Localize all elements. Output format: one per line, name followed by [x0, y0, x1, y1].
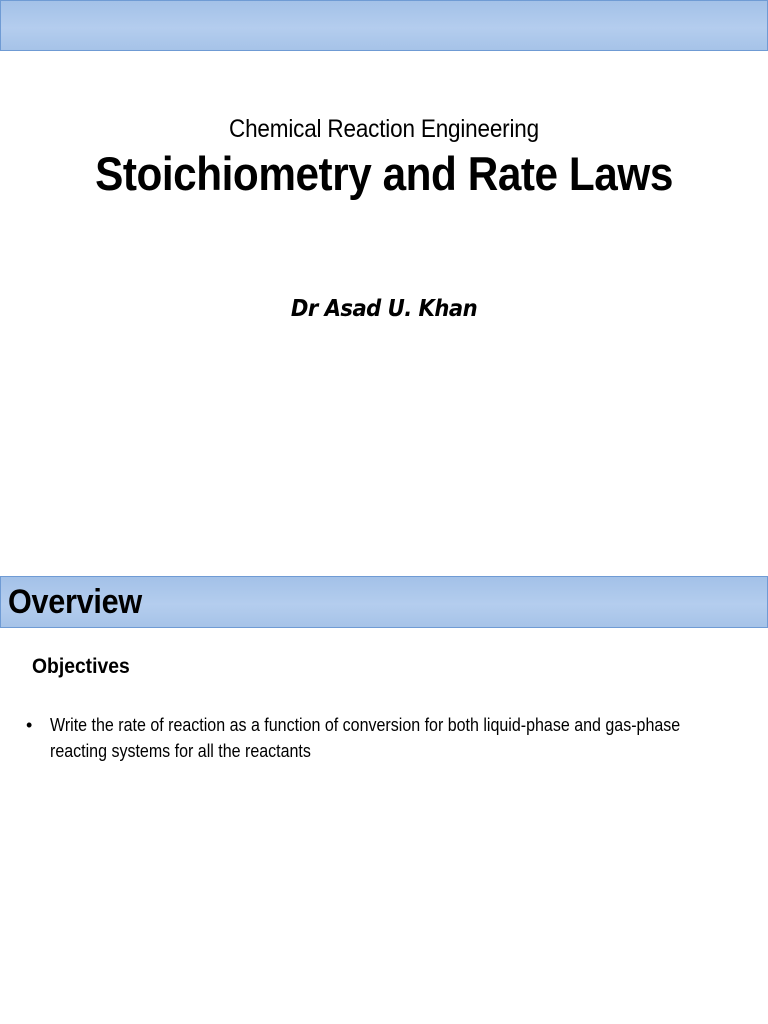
author-name: Dr Asad U. Khan: [290, 296, 478, 322]
overview-header-band: [0, 576, 768, 628]
list-item: [26, 712, 726, 764]
course-subtitle: Chemical Reaction Engineering: [229, 115, 539, 143]
objective-text: Write the rate of reaction as a function of conversion for both liquid-phase and gas-phase reacting systems for all the reactants: [50, 715, 681, 761]
slide-title: Stoichiometry and Rate Laws: [95, 147, 673, 200]
overview-heading: Overview: [8, 583, 142, 621]
bullet-icon: •: [26, 715, 33, 735]
overview-slide: [0, 576, 768, 1024]
title-slide-header-band: [0, 0, 768, 51]
objectives-label: Objectives: [32, 655, 130, 678]
objectives-list: [26, 712, 726, 764]
